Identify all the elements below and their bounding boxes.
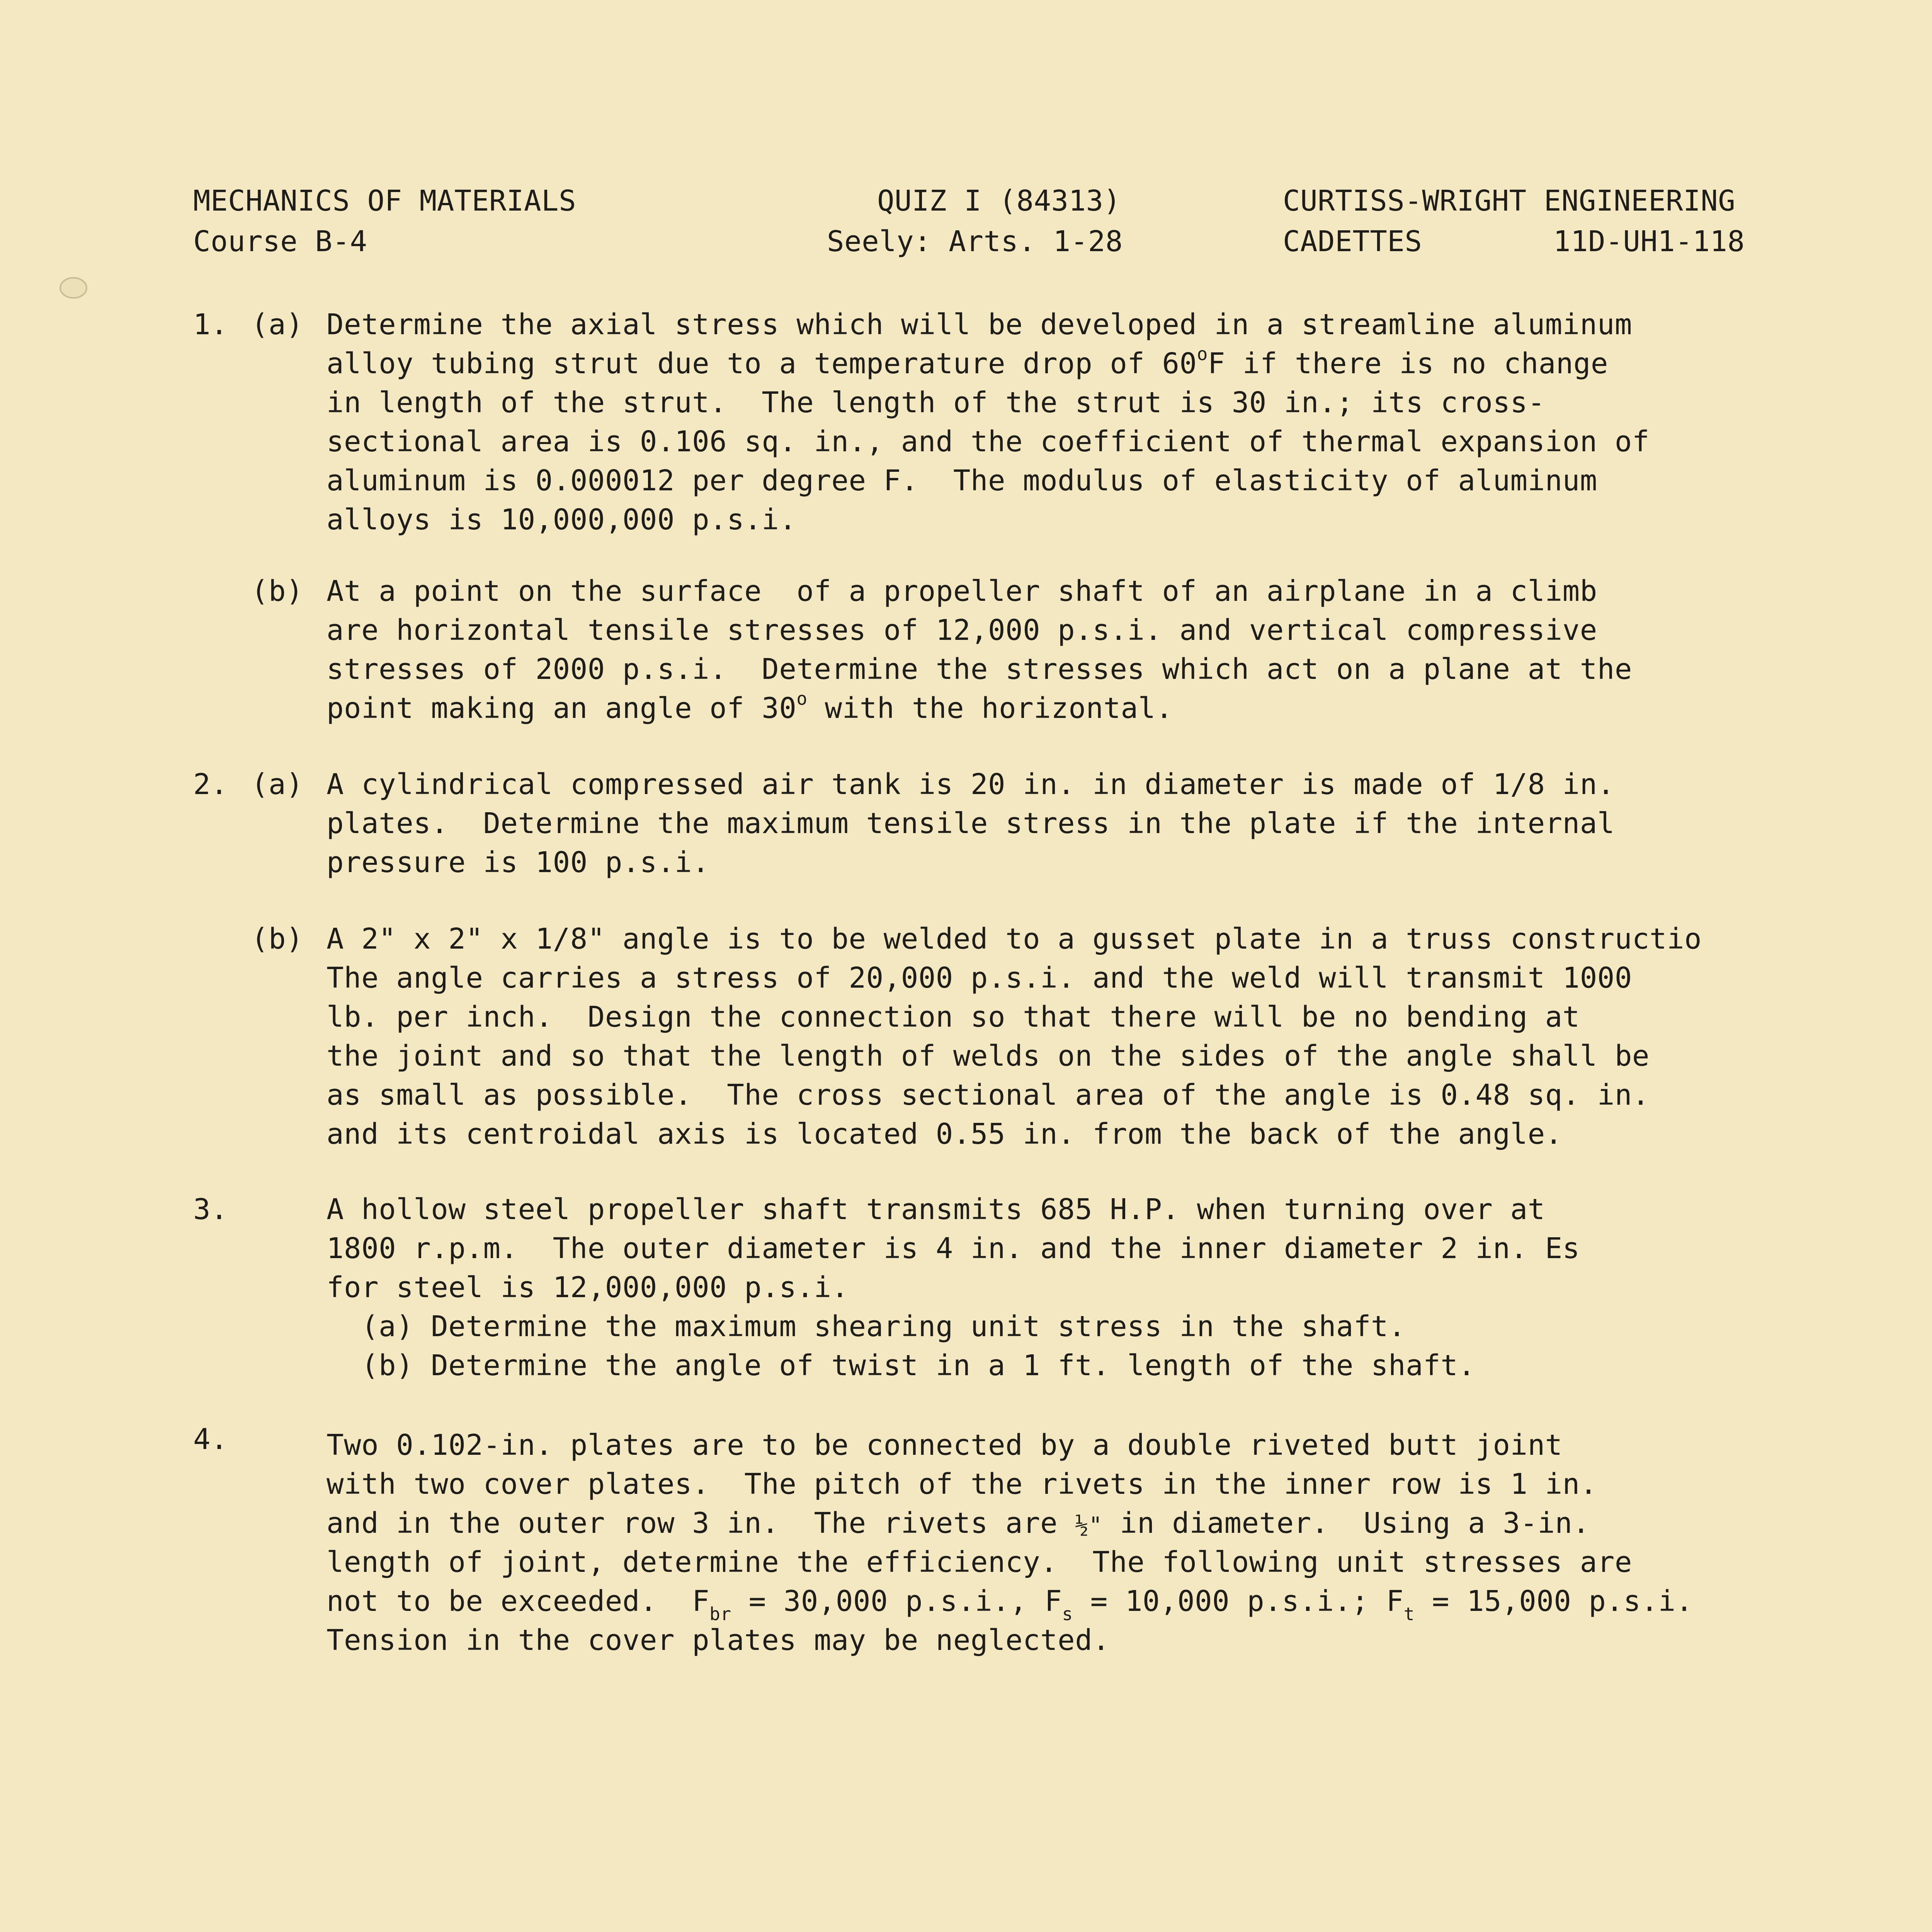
problem-2b-line: and its centroidal axis is located 0.55 in. from the back of the angle. (327, 1117, 1563, 1151)
problem-1b-line-tail: with the horizontal. (807, 692, 1173, 725)
problem-2b-line: the joint and so that the length of welds on the sides of the angle shall be (327, 1039, 1650, 1073)
stress-prefix: not to be exceeded. F (327, 1585, 710, 1618)
tension-subscript: t (1403, 1604, 1415, 1624)
shear-subscript: s (1062, 1604, 1073, 1624)
problem-3-line: 1800 r.p.m. The outer diameter is 4 in. and the inner diameter 2 in. Es (327, 1232, 1580, 1265)
stress-shear-value: = 10,000 p.s.i.; F (1073, 1585, 1404, 1618)
document-code: 11D-UH1-118 (1553, 225, 1745, 258)
problem-2-number: 2. (193, 768, 228, 801)
problem-1b-line (327, 689, 1173, 728)
degree-superscript: o (796, 688, 808, 709)
problem-1b-line: At a point on the surface of a propeller shaft of an airplane in a climb (327, 575, 1597, 608)
program-name: CURTISS-WRIGHT ENGINEERING (1283, 184, 1736, 218)
reading-reference: Seely: Arts. 1-28 (827, 225, 1123, 258)
problem-3b: (b) Determine the angle of twist in a 1 ft. length of the shaft. (361, 1349, 1476, 1382)
problem-2a-line: plates. Determine the maximum tensile stress in the plate if the internal (327, 807, 1615, 840)
bearing-subscript: br (709, 1604, 731, 1624)
problem-3-number: 3. (193, 1193, 228, 1226)
problem-4-line: Two 0.102-in. plates are to be connected by a double riveted butt joint (327, 1429, 1563, 1462)
problem-4-line-tail: in diameter. Using a 3-in. (1102, 1507, 1590, 1540)
problem-1a-line-text: alloy tubing strut due to a temperature drop of 60 (327, 347, 1197, 380)
problem-1a-line: in length of the strut. The length of the strut is 30 in.; its cross- (327, 386, 1545, 419)
problem-1a-line-tail: F if there is no change (1208, 347, 1608, 380)
problem-1a-label: (a) (251, 308, 304, 341)
problem-3-line: A hollow steel propeller shaft transmits 685 H.P. when turning over at (327, 1193, 1545, 1226)
problem-4-line (327, 1504, 1590, 1545)
stress-tension-value: = 15,000 p.s.i. (1414, 1585, 1693, 1618)
problem-1a-line (327, 344, 1608, 383)
problem-4-stress-line (327, 1582, 1693, 1624)
problem-2b-line: as small as possible. The cross sectional area of the angle is 0.48 sq. in. (327, 1078, 1650, 1112)
problem-3-line: for steel is 12,000,000 p.s.i. (327, 1271, 849, 1304)
problem-2b-line: lb. per inch. Design the connection so that there will be no bending at (327, 1000, 1580, 1034)
problem-1b-line: are horizontal tensile stresses of 12,000 p.s.i. and vertical compressive (327, 614, 1597, 647)
course-title: MECHANICS OF MATERIALS (193, 184, 577, 218)
problem-1b-line-text: point making an angle of 30 (327, 692, 797, 725)
problem-1b-line: stresses of 2000 p.s.i. Determine the stresses which act on a plane at the (327, 653, 1632, 686)
course-number: Course B-4 (193, 225, 367, 258)
problem-1a-line: alloys is 10,000,000 p.s.i. (327, 503, 797, 536)
problem-2a-line: pressure is 100 p.s.i. (327, 846, 710, 879)
problem-2b-line: The angle carries a stress of 20,000 p.s.i. and the weld will transmit 1000 (327, 961, 1632, 995)
paper-mark-top (50, 267, 97, 309)
problem-4-line: length of joint, determine the efficiency. The following unit stresses are (327, 1546, 1632, 1579)
problem-3a: (a) Determine the maximum shearing unit stress in the shaft. (361, 1310, 1406, 1343)
stress-bearing-value: = 30,000 p.s.i., F (731, 1585, 1062, 1618)
quiz-title: QUIZ I (84313) (877, 184, 1121, 218)
problem-2a-label: (a) (251, 768, 304, 801)
problem-1a-line: aluminum is 0.000012 per degree F. The modulus of elasticity of aluminum (327, 464, 1597, 497)
problem-2b-line: A 2" x 2" x 1/8" angle is to be welded to a gusset plate in a truss constructio (327, 922, 1702, 956)
problem-4-line-text: and in the outer row 3 in. The rivets are (327, 1507, 1075, 1540)
degree-superscript: o (1197, 344, 1208, 364)
problem-4-number: 4. (193, 1423, 228, 1456)
program-cadettes: CADETTES (1283, 225, 1422, 258)
problem-4-line: Tension in the cover plates may be neglected. (327, 1624, 1110, 1657)
problem-1-number: 1. (193, 308, 228, 341)
problem-2b-label: (b) (251, 922, 304, 956)
rivet-diameter-fraction: ½" (1075, 1512, 1103, 1538)
problem-1a-line: Determine the axial stress which will be developed in a streamline aluminum (327, 308, 1632, 341)
problem-4-line: with two cover plates. The pitch of the rivets in the inner row is 1 in. (327, 1468, 1597, 1501)
problem-2a-line: A cylindrical compressed air tank is 20 in. in diameter is made of 1/8 in. (327, 768, 1615, 801)
problem-1a-line: sectional area is 0.106 sq. in., and the coefficient of thermal expansion of (327, 425, 1650, 458)
problem-1b-label: (b) (251, 575, 304, 608)
